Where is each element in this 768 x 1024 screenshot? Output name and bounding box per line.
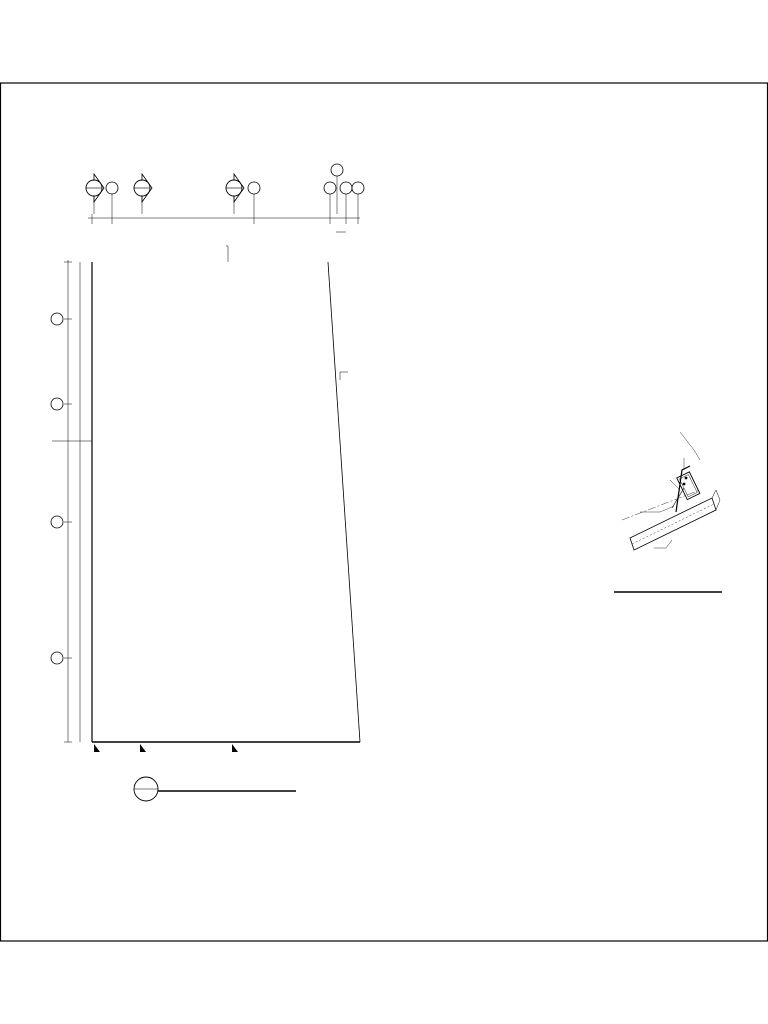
section-marker-1: [86, 174, 104, 214]
section-marker-2: [134, 174, 152, 214]
section-marker-3: [226, 174, 244, 214]
top-dimension-chain: [88, 214, 360, 232]
plan-right-edge: [328, 262, 360, 742]
plan-title-block: [134, 777, 296, 801]
support-marks: [94, 744, 238, 752]
framing-plan: [51, 164, 364, 801]
general-notes: [40, 855, 280, 860]
left-dimension-chain: [64, 260, 80, 742]
purlin-connection-detail: [614, 432, 722, 592]
row-bubbles: [51, 313, 63, 664]
